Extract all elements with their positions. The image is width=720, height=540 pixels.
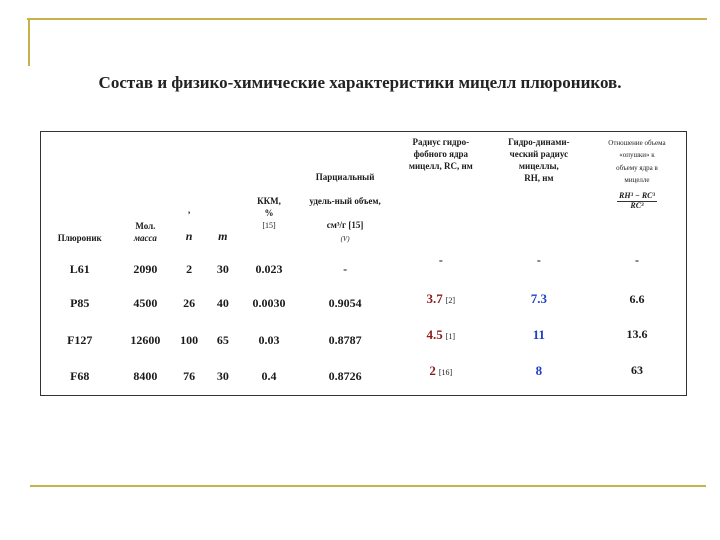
header-core-radius: Радиус гидро- фобного ядра мицелл, RC, нм (408, 137, 473, 172)
cell-partial: 0.8726 (328, 369, 362, 384)
decorative-top-line (27, 18, 707, 20)
header-mol-mass: Мол. масса (133, 220, 157, 243)
cell-name: F68 (70, 369, 90, 384)
cell-n: 100 (180, 333, 199, 347)
cell-name: P85 (70, 295, 90, 310)
page-title: Состав и физико-химические характеристики мицелл плюроников. (98, 73, 622, 92)
cell-rh: 11 (532, 326, 546, 342)
cell-mass: 2090 (133, 261, 158, 276)
ratio-formula: $\frac{\text{RH³ − RC³}}{\text{RC³}}$ (619, 190, 655, 210)
cell-rh: - (536, 253, 541, 267)
header-kkm: ККМ, % [15] (257, 195, 281, 231)
header-partial-volume: Парциальный удель-ный объем, см³/г [15] (V) (309, 171, 381, 243)
cell-ratio: - (634, 253, 639, 267)
table-row (41, 254, 687, 284)
header-m: m (218, 228, 228, 243)
cell-ratio: 6.6 (629, 291, 645, 306)
pluronic-table (40, 131, 687, 396)
cell-m: 40 (216, 295, 229, 310)
decorative-left-line (28, 18, 30, 66)
table-row (41, 322, 687, 359)
cell-rc: 3.7 [2] (426, 291, 456, 306)
cell-ratio: 13.6 (626, 327, 648, 341)
cell-n: 26 (183, 295, 196, 310)
cell-name: F127 (67, 333, 93, 347)
cell-rc: 4.5 [1] (426, 326, 456, 342)
cell-m: 65 (216, 333, 229, 347)
header-volume-ratio: Отношение объема «опушки» к объему ядра в мицелле $\frac{\text{RH³ − RC³}}{\text{RC³}}$ (608, 139, 666, 210)
header-pluronic: Плюроник (57, 232, 102, 243)
header-hydrodynamic-radius: Гидро-динами- ческий радиус мицеллы, RH, нм (508, 137, 570, 184)
table-row (41, 359, 687, 395)
cell-n: 2 (186, 261, 193, 276)
cell-partial: 0.8787 (328, 333, 362, 347)
cell-kkm: 0.03 (258, 333, 280, 347)
cell-kkm: 0.0030 (252, 295, 286, 310)
table-header-row (41, 132, 687, 255)
cell-m: 30 (216, 261, 229, 276)
cell-rc: 2 [16] (429, 362, 453, 378)
cell-mass: 4500 (133, 295, 158, 310)
cell-n: 76 (183, 369, 196, 384)
decorative-bottom-line (30, 485, 706, 487)
table-row (41, 284, 687, 322)
cell-m: 30 (216, 369, 229, 384)
cell-name: L61 (69, 261, 90, 276)
cell-partial: - (343, 261, 348, 276)
cell-kkm: 0.4 (261, 369, 277, 384)
cell-rh: 8 (535, 362, 543, 378)
cell-ratio: 63 (630, 363, 643, 378)
cell-partial: 0.9054 (328, 295, 362, 310)
header-n: , n (185, 204, 193, 243)
cell-mass: 12600 (130, 333, 161, 347)
cell-rc: - (438, 253, 443, 267)
cell-kkm: 0.023 (255, 261, 283, 276)
cell-rh: 7.3 (530, 291, 547, 306)
cell-mass: 8400 (133, 369, 158, 384)
